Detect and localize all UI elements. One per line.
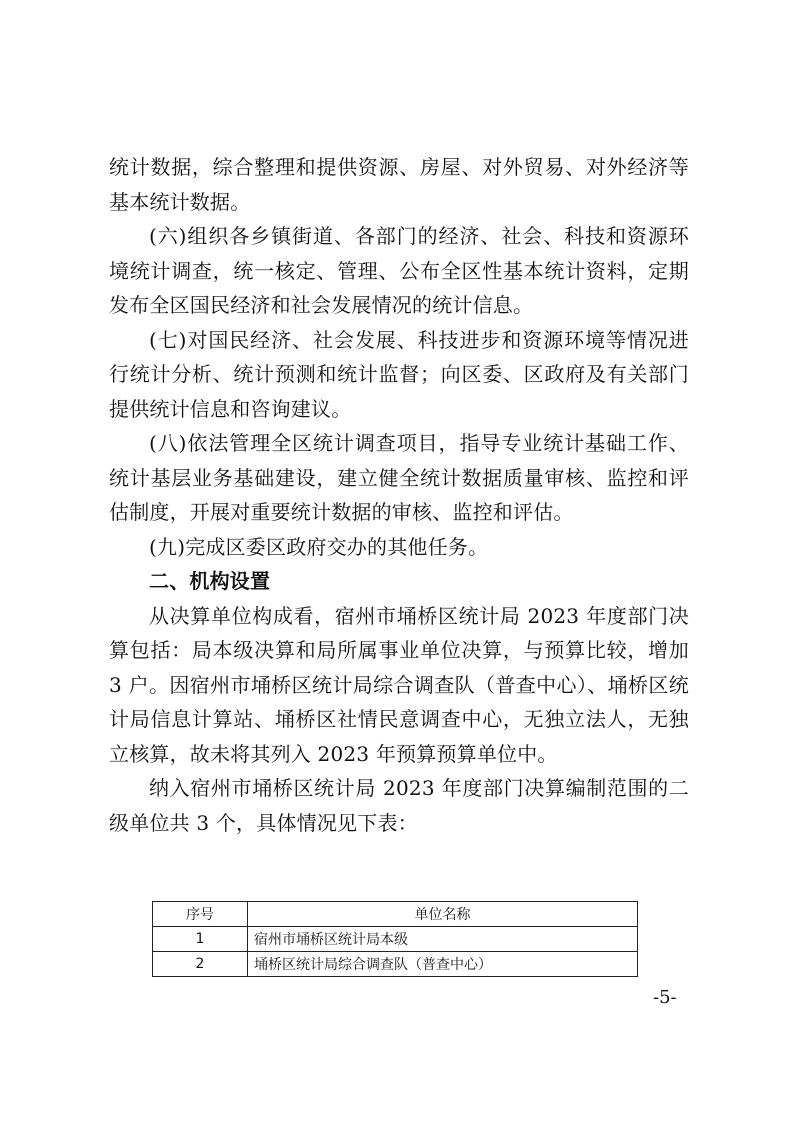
page-number: -5-	[653, 987, 677, 1008]
table-row	[153, 952, 638, 977]
units-table	[152, 901, 638, 977]
paragraph-item-6: (六)组织各乡镇街道、各部门的经济、社会、科技和资源环境统计调查，统一核定、管理、公布全区性基本统计资料，定期发布全区国民经济和社会发展情况的统计信息。	[109, 224, 689, 317]
section-heading: 二、机构设置	[149, 569, 271, 593]
paragraph-item-8: (八)依法管理全区统计调查项目，指导专业统计基础工作、统计基层业务基础建设，建立健全统计数据质量审核、监控和评估制度，开展对重要统计数据的审核、监控和评估。	[109, 431, 689, 524]
table-row	[153, 927, 638, 952]
cell-index: 2	[153, 952, 248, 977]
body-text	[109, 150, 689, 840]
paragraph-composition: 从决算单位构成看，宿州市埇桥区统计局 2023 年度部门决算包括：局本级决算和局所属事业单位决算，与预算比较，增加 3 户。因宿州市埇桥区统计局综合调查队（普查中心）、埇桥区统计局信息计算站、埇桥区社情民意调查中心，无独立法人，无独立核算，故未将其列入 2023 年预算预算单位中。	[109, 603, 689, 766]
table-header-row	[153, 902, 638, 927]
paragraph-scope: 纳入宿州市埇桥区统计局 2023 年度部门决算编制范围的二级单位共 3 个，具体情况见下表：	[109, 776, 689, 835]
header-unit-name: 单位名称	[248, 902, 638, 927]
cell-unit-name: 宿州市埇桥区统计局本级	[248, 927, 638, 952]
cell-index: 1	[153, 927, 248, 952]
paragraph-continued: 统计数据，综合整理和提供资源、房屋、对外贸易、对外经济等基本统计数据。	[109, 155, 689, 214]
header-index: 序号	[153, 902, 248, 927]
paragraph-item-9: (九)完成区委区政府交办的其他任务。	[149, 534, 489, 559]
paragraph-item-7: (七)对国民经济、社会发展、科技进步和资源环境等情况进行统计分析、统计预测和统计监督；向区委、区政府及有关部门提供统计信息和咨询建议。	[109, 327, 689, 421]
cell-unit-name: 埇桥区统计局综合调查队（普查中心）	[248, 952, 638, 977]
